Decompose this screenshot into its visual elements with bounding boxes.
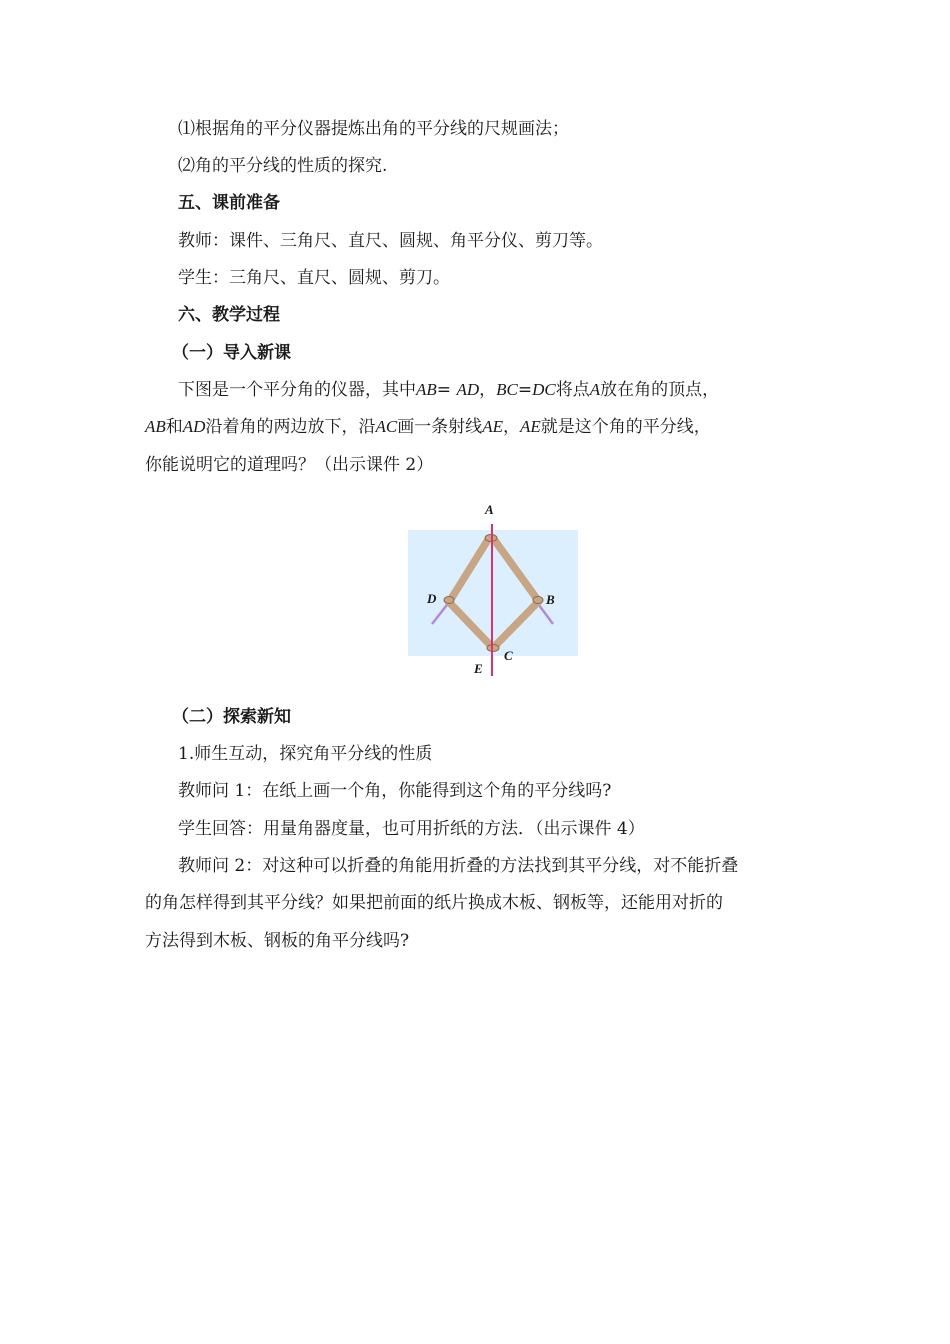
student-preparation: 学生：三角尺、直尺、圆规、剪刀。 [178,268,450,288]
pivot-D [444,597,454,604]
text-run: = [436,380,457,400]
intro-paragraph-line-3: 你能说明它的道理吗？（出示课件 2） [145,455,434,475]
text-run: 下图是一个平分角的仪器，其中 [178,380,416,400]
math-DC: DC [532,380,556,399]
math-AE: AE [482,417,503,436]
teacher-question-2-line-2: 的角怎样得到其平分线？如果把前面的纸片换成木板、钢板等，还能用对折的 [145,893,723,913]
teacher-question-1: 教师问 1：在纸上画一个角，你能得到这个角的平分线吗? [178,781,612,801]
text-run: 和 [165,417,183,437]
text-run: ， [479,380,497,400]
label-C: C [504,648,513,663]
text-run: 画一条射线 [397,417,483,437]
text-run: 就是这个角的平分线， [540,417,711,437]
instrument-diagram [400,498,590,683]
label-E: E [474,661,483,676]
text-run: ， [502,417,520,437]
objective-line-2: ⑵角的平分线的性质的探究. [178,156,388,176]
math-AC: AC [375,417,398,436]
activity-item-1: 1.师生互动，探究角平分线的性质 [178,744,433,764]
math-AD: AD [182,417,206,436]
teacher-question-2-line-3: 方法得到木板、钢板的角平分线吗? [145,931,410,951]
label-A: A [485,502,494,517]
pivot-B [533,597,543,604]
label-D: D [427,591,437,606]
text-run: = [517,380,533,400]
text-run: 放在角的顶点， [600,380,720,400]
math-AB: AB [145,417,166,436]
text-run: 将点 [555,380,590,400]
math-BC: BC [496,380,518,399]
objective-line-1: ⑴根据角的平分仪器提炼出角的平分线的尺规画法； [178,119,569,139]
label-B: B [546,592,555,607]
text-run: 沿着角的两边放下，沿 [205,417,376,437]
section-heading-process: 六、教学过程 [178,305,280,325]
teacher-preparation: 教师：课件、三角尺、直尺、圆规、角平分仪、剪刀等。 [178,231,603,251]
student-answer-1: 学生回答：用量角器度量，也可用折纸的方法．（出示课件 4） [178,819,645,839]
math-AB: AB [416,380,437,399]
intro-paragraph-line-2 [145,416,711,438]
subheading-explore: （二）探索新知 [172,707,291,727]
math-AD: AD [456,380,480,399]
math-A: A [589,380,601,399]
teacher-question-2-line-1: 教师问 2：对这种可以折叠的角能用折叠的方法找到其平分线，对不能折叠 [178,856,739,876]
angle-bisector-instrument-figure [400,498,590,683]
subheading-introduction: （一）导入新课 [172,343,291,363]
section-heading-preparation: 五、课前准备 [178,193,280,213]
intro-paragraph-line-1 [178,379,719,401]
math-AE: AE [519,417,541,436]
